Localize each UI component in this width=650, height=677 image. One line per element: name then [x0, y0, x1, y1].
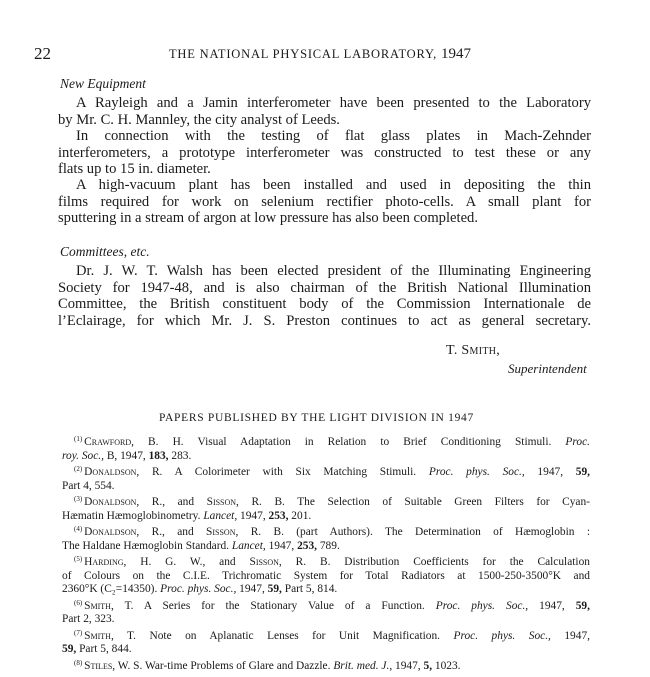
signature-name: T. Smith,	[446, 343, 501, 358]
reference-segment: T. A Series for the Stationary Value of a Function.	[113, 599, 436, 612]
text-line: by Mr. C. H. Mannley, the city analyst of Leeds.	[58, 111, 340, 128]
reference-segment: roy. Soc.,	[62, 449, 104, 462]
reference-number: (1)	[74, 435, 83, 443]
reference-number: (2)	[74, 465, 83, 473]
page-number: 22	[34, 44, 51, 63]
reference-line	[62, 643, 590, 657]
reference-line	[62, 450, 590, 464]
reference-entry	[62, 627, 590, 657]
reference-segment: Proc. phys. Soc.,	[160, 583, 237, 595]
reference-line	[62, 570, 590, 584]
reference-segment: Proc. phys. Soc.,	[428, 466, 525, 478]
text-line: Society for 1947-48, and is also chairman of the British National Illumination	[58, 279, 591, 296]
reference-segment: Lancet,	[203, 509, 238, 522]
reference-segment: 59,	[575, 599, 590, 612]
running-title-year: 1947	[441, 46, 472, 62]
reference-entry	[62, 597, 590, 627]
reference-segment: Brit. med. J.,	[333, 659, 393, 672]
reference-segment: 1947,	[237, 509, 269, 522]
reference-segment: R., and	[139, 526, 207, 538]
reference-segment: Crawford,	[84, 436, 134, 448]
reference-line	[62, 433, 590, 450]
reference-number: (7)	[74, 628, 83, 637]
paragraph	[58, 263, 591, 329]
reference-line	[62, 657, 590, 674]
reference-segment: 1947,	[265, 539, 298, 552]
reference-number: (6)	[74, 598, 83, 607]
reference-segment: Proc. phys. Soc.,	[435, 599, 529, 612]
reference-segment: 201.	[288, 509, 312, 522]
reference-entry	[62, 463, 590, 493]
reference-segment: 5,	[423, 659, 433, 672]
text-line: flats up to 15 in. diameter.	[58, 161, 211, 177]
reference-segment: Donaldson,	[84, 496, 140, 508]
reference-entry	[62, 523, 590, 553]
text-line: interferometers, a prototype interferometer was constructed to test these or any	[58, 144, 591, 161]
text-line: l’Eclairage, for which Mr. J. S. Preston continues to act as general secretary.	[58, 312, 591, 329]
reference-number: (3)	[74, 495, 83, 503]
paragraph	[58, 95, 591, 128]
reference-segment: 1947,	[524, 466, 576, 478]
reference-segment: R. B. Distribution Coefficients for the Calculation	[281, 556, 590, 568]
reference-number: (5)	[74, 555, 83, 563]
reference-segment: 1947,	[550, 629, 590, 642]
reference-line	[62, 463, 590, 480]
reference-entry	[62, 493, 590, 523]
reference-segment: Proc. phys. Soc.,	[453, 629, 551, 642]
reference-segment: B. H. Visual Adaptation in Relation to Brief Conditioning Stimuli.	[133, 436, 566, 448]
running-title-text: THE NATIONAL PHYSICAL LABORATORY,	[169, 47, 438, 61]
reference-segment: Sisson,	[206, 526, 239, 538]
text-line: A Rayleigh and a Jamin interferometer have been presented to the Laboratory	[76, 95, 591, 111]
reference-entry	[62, 433, 590, 463]
reference-segment: Stiles,	[84, 659, 116, 672]
text-line: Dr. J. W. T. Walsh has been elected president of the Illuminating Engineering	[76, 263, 591, 279]
reference-segment: Donaldson,	[84, 526, 140, 538]
reference-line	[62, 540, 590, 554]
reference-segment: of Colours on the C.I.E. Trichromatic System for Total Radiators at 1500-250-3500°K and	[62, 569, 590, 582]
reference-number: (8)	[74, 658, 83, 667]
page-header	[34, 44, 609, 64]
papers-heading: PAPERS PUBLISHED BY THE LIGHT DIVISION IN 1947	[159, 412, 474, 424]
text-line: A high-vacuum plant has been installed and used in depositing the thin	[76, 177, 591, 193]
reference-segment: 59,	[575, 466, 591, 478]
reference-segment: 283.	[168, 449, 192, 462]
reference-segment: B, 1947,	[103, 449, 149, 462]
reference-segment: Part 4, 554.	[62, 479, 115, 492]
reference-segment: H. G. W., and	[126, 556, 250, 568]
paragraph	[58, 177, 591, 227]
reference-segment: T. Note on Aplanatic Lenses for Unit Magnification.	[113, 629, 454, 642]
reference-segment: Part 5, 814.	[281, 583, 338, 595]
reference-segment: 1947,	[528, 599, 576, 612]
text-line: In connection with the testing of flat glass plates in Mach-Zehnder	[76, 128, 591, 144]
reference-segment: Part 2, 323.	[62, 613, 115, 625]
text-line: sputtering in a stream of argon at low pressure has also been completed.	[58, 210, 478, 226]
reference-segment: 1947,	[236, 583, 268, 595]
reference-segment: 789.	[317, 539, 340, 552]
reference-segment: Lancet,	[231, 539, 266, 552]
reference-segment: 1947,	[392, 659, 424, 672]
reference-segment: Smith,	[84, 629, 114, 642]
reference-segment: Sisson,	[249, 556, 282, 568]
running-title	[169, 46, 471, 63]
reference-segment: Part 5, 844.	[76, 643, 132, 655]
reference-line	[62, 510, 590, 524]
reference-segment: 59,	[62, 643, 77, 655]
text-line: films required for work on selenium rectifier photo-cells. A small plant for	[58, 193, 591, 210]
reference-segment: R. A Colorimeter with Six Matching Stimuli.	[139, 466, 429, 478]
reference-segment: Hæmatin Hæmoglobinometry.	[62, 509, 204, 522]
reference-segment: R., and	[139, 496, 207, 508]
reference-segment: R. B. (part Authors). The Determination of Hæmoglobin :	[238, 526, 590, 538]
reference-number: (4)	[74, 525, 83, 533]
reference-segment: 253,	[268, 509, 289, 522]
text-line: Committee, the British constituent body of the Commission Internationale de	[58, 296, 591, 312]
reference-segment: Smith,	[84, 599, 114, 612]
reference-line	[62, 553, 590, 570]
reference-line	[62, 493, 590, 510]
reference-segment: W. S. War-time Problems of Glare and Dazzle.	[115, 659, 334, 672]
reference-segment: R. B. The Selection of Suitable Green Filters for Cyan-	[238, 496, 590, 508]
section-heading-equipment: New Equipment	[60, 76, 146, 91]
reference-segment: 253,	[297, 539, 318, 552]
reference-segment: Sisson,	[206, 496, 239, 508]
reference-segment: Donaldson,	[84, 466, 140, 478]
reference-segment: 183,	[148, 449, 169, 462]
reference-line	[62, 523, 590, 540]
reference-line	[62, 597, 590, 614]
reference-segment: Harding,	[84, 556, 127, 568]
reference-segment: Proc.	[565, 436, 590, 448]
reference-line	[62, 480, 590, 494]
reference-segment: The Haldane Hæmoglobin Standard.	[62, 539, 232, 552]
section-heading-committees: Committees, etc.	[60, 244, 150, 259]
reference-list	[62, 433, 590, 673]
reference-segment: 1023.	[432, 659, 461, 672]
reference-line	[62, 627, 590, 644]
reference-line	[62, 583, 590, 597]
reference-segment: 59,	[267, 583, 282, 595]
signature-title: Superintendent	[508, 361, 587, 376]
paragraph	[58, 128, 591, 178]
reference-line	[62, 613, 590, 627]
reference-segment: 2360°K (C₂=14350).	[62, 583, 161, 595]
reference-entry	[62, 657, 590, 674]
reference-entry	[62, 553, 590, 597]
